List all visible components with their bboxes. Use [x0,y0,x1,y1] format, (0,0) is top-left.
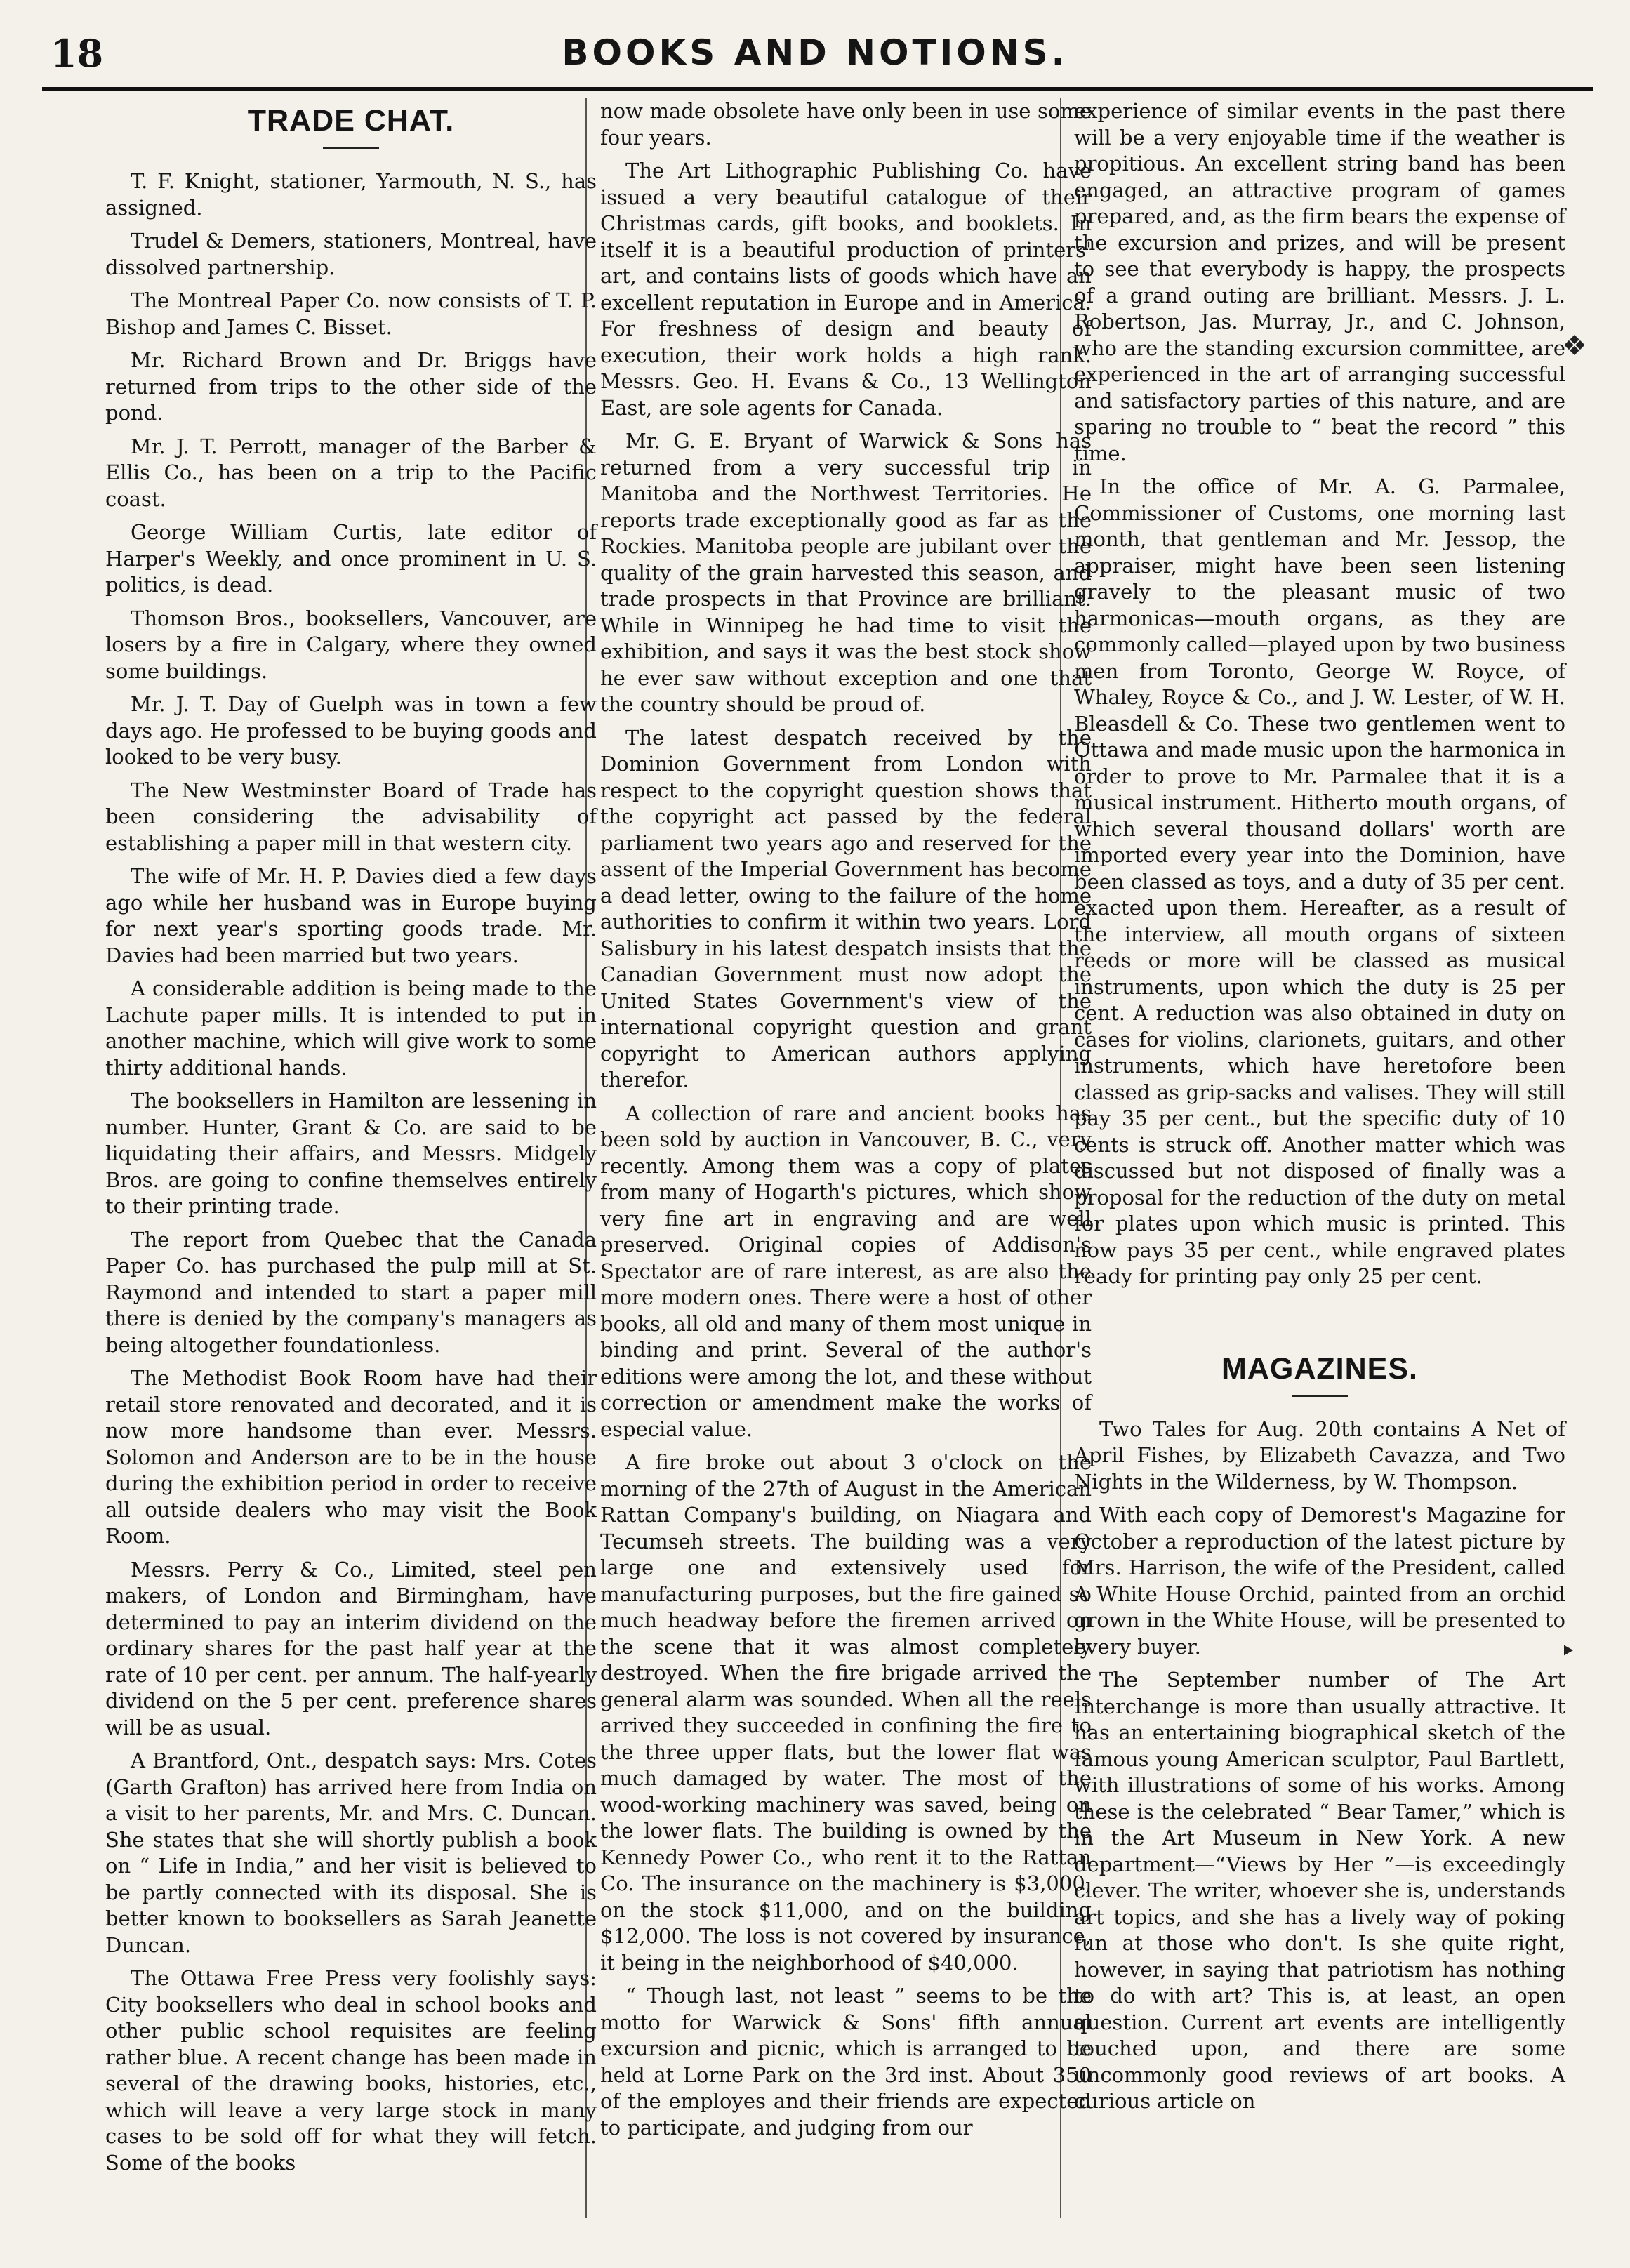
article-paragraph: experience of similar events in the past there will be a very enjoyable time if the weather is propitious. An excellent string band has been engaged, an attractive program of games prepared, and, as the firm bears the expense of the excursion and prizes, and will be present to see that everybody is happy, the prospects of a grand outing are brilliant. Messrs. J. L. Robertson, Jas. Murray, Jr., and C. Johnson, who are the standing excursion committee, are experienced in the art of arranging successful and satisfactory parties of this nature, and are sparing no trouble to “ beat the record ” this time. [1074,99,1565,465]
article-paragraph: Mr. J. T. Perrott, manager of the Barber & Ellis Co., has been on a trip to the Pacific coast. [105,434,597,511]
article-paragraph: The booksellers in Hamilton are lessening in number. Hunter, Grant & Co. are said to be liquidating their affairs, and Messrs. Midgely Bros. are going to confine themselves entirely to their printing trade. [105,1089,597,1218]
article-paragraph: A collection of rare and ancient books has been sold by auction in Vancouver, B. C., very recently. Among them was a copy of plates from many of Hogarth's pictures, which show very fine art in engraving and are well preserved. Original copies of Addison's Spectator are of rare interest, as are also the more modern ones. There were a host of other books, all old and many of them most unique in binding and print. Several of the author's editions were among the lot, and these without correction or amendment make the works of especial value. [600,1101,1092,1441]
trade-chat-heading: TRADE CHAT. [247,104,455,138]
article-paragraph: The latest despatch received by the Dominion Government from London with respect to the copyright question shows that the copyright act passed by the federal parliament two years ago and reserved for the assent of the Imperial Government has become a dead letter, owing to the failure of the home authorities to confirm it within two years. Lord Salisbury in his latest despatch insists that the Canadian Government must now adopt the United States Government's view of the international copyright question and grant copyright to American authors applying therefor. [600,725,1092,1092]
heading-rule [323,147,379,149]
page-number: 18 [51,31,104,76]
article-paragraph: The Ottawa Free Press very foolishly says: City booksellers who deal in school books and other public school requisites are feeling rather blue. A recent change has been made in several of the drawing books, histories, etc., which will leave a very large stock in many cases to be sold off for what they will fetch. Some of the books [105,1966,597,2175]
article-paragraph: Trudel & Demers, stationers, Montreal, have dissolved partnership. [105,229,597,279]
article-paragraph: A fire broke out about 3 o'clock on the morning of the 27th of August in the American Rattan Company's building, on Niagara and Tecumseh streets. The building was a very large one and extensively used for manufacturing purposes, but the fire gained so much headway before the firemen arrived on the scene that it was almost completely destroyed. When the fire brigade arrived the general alarm was sounded. When all the reels arrived they succeeded in confining the fire to the three upper flats, but the lower flat was much damaged by water. The most of the wood-working machinery was saved, being on the lower flats. The building is owned by the Kennedy Power Co., who rent it to the Rattan Co. The insurance on the machinery is $3,000, on the stock $11,000, and on the building $12,000. The loss is not covered by insurance, it being in the neighborhood of $40,000. [600,1450,1092,1975]
ink-blot-mark: ‣ [1560,1636,1577,1668]
article-paragraph: T. F. Knight, stationer, Yarmouth, N. S., has assigned. [105,169,597,220]
article-paragraph: A Brantford, Ont., despatch says: Mrs. Cotes (Garth Grafton) has arrived here from India on a visit to her parents, Mr. and Mrs. C. Duncan. She states that she will shortly publish a book on “ Life in India,” and her visit is believed to be partly connected with its disposal. She is better known to booksellers as Sarah Jeanette Duncan. [105,1749,597,1957]
ink-blot-mark: ❖ [1562,330,1587,362]
article-paragraph: The New Westminster Board of Trade has been considering the advisability of establishing a paper mill in that western city. [105,778,597,855]
magazines-heading: MAGAZINES. [1221,1351,1418,1386]
article-paragraph: The wife of Mr. H. P. Davies died a few days ago while her husband was in Europe buying for next year's sporting goods trade. Mr. Davies had been married but two years. [105,864,597,967]
article-paragraph: The Art Lithographic Publishing Co. have issued a very beautiful catalogue of their Christmas cards, gift books, and booklets. In itself it is a beautiful production of printers' art, and contains lists of goods which have an excellent reputation in Europe and in America. For freshness of design and beauty of execution, their work holds a high rank. Messrs. Geo. H. Evans & Co., 13 Wellington East, are sole agents for Canada. [600,159,1092,420]
article-paragraph: Messrs. Perry & Co., Limited, steel pen makers, of London and Birmingham, have determined to pay an interim dividend on the ordinary shares for the past half year at the rate of 10 per cent. per annum. The half-yearly dividend on the 5 per cent. preference shares will be as usual. [105,1557,597,1739]
article-paragraph: The Montreal Paper Co. now consists of T. P. Bishop and James C. Bisset. [105,289,597,339]
column-1 [105,98,597,2183]
article-paragraph: Mr. Richard Brown and Dr. Briggs have returned from trips to the other side of the pond. [105,348,597,425]
article-paragraph: “ Though last, not least ” seems to be the motto for Warwick & Sons' fifth annual excursion and picnic, which is arranged to be held at Lorne Park on the 3rd inst. About 350 of the employes and their friends are expected to participate, and judging from our [600,1984,1092,2140]
article-paragraph: The report from Quebec that the Canada Paper Co. has purchased the pulp mill at St. Raymond and intended to start a paper mill there is denied by the company's managers as being altogether foundationless. [105,1227,597,1357]
article-paragraph: A considerable addition is being made to the Lachute paper mills. It is intended to put in another machine, which will give work to some thirty additional hands. [105,976,597,1080]
article-paragraph: George William Curtis, late editor of Harper's Weekly, and once prominent in U. S. politics, is dead. [105,520,597,597]
article-paragraph: Mr. G. E. Bryant of Warwick & Sons has returned from a very successful trip in Manitoba and the Northwest Territories. He reports trade exceptionally good as far as the Rockies. Manitoba people are jubilant over the quality of the grain harvested this season, and trade prospects in that Province are brilliant. While in Winnipeg he had time to visit the exhibition, and says it was the best stock show he ever saw without exception and one that the country should be proud of. [600,429,1092,716]
article-paragraph: now made obsolete have only been in use some four years. [600,99,1092,150]
publication-title: BOOKS AND NOTIONS. [562,32,1068,73]
article-paragraph: With each copy of Demorest's Magazine for October a reproduction of the latest picture by Mrs. Harrison, the wife of the President, called A White House Orchid, painted from an orchid grown in the White House, will be presented to every buyer. [1074,1503,1565,1659]
column-2 [600,98,1092,2148]
article-paragraph: The September number of The Art Interchange is more than usually attractive. It has an entertaining biographical sketch of the famous young American sculptor, Paul Bartlett, with illustrations of some of his works. Among these is the celebrated “ Bear Tamer,” which is in the Art Museum in New York. A new department—“Views by Her ”—is exceedingly clever. The writer, whoever she is, understands art topics, and she has a lively way of poking fun at those who don't. Is she quite right, however, in saying that patriotism has nothing to do with art? This is, at least, an open question. Current art events are intelligently touched upon, and there are some uncommonly good reviews of art books. A curious article on [1074,1668,1565,2113]
column-3 [1074,98,1565,2122]
section-spacer [1074,1297,1565,1346]
article-paragraph: Two Tales for Aug. 20th contains A Net of April Fishes, by Elizabeth Cavazza, and Two Nights in the Wilderness, by W. Thompson. [1074,1417,1565,1494]
article-paragraph: Thomson Bros., booksellers, Vancouver, are losers by a fire in Calgary, where they owned some buildings. [105,606,597,683]
article-paragraph: In the office of Mr. A. G. Parmalee, Commissioner of Customs, one morning last month, that gentleman and Mr. Jessop, the appraiser, might have been seen listening gravely to the pleasant music of two harmonicas—mouth organs, as they are commonly called—played upon by two business men from Toronto, George W. Royce, of Whaley, Royce & Co., and J. W. Lester, of W. H. Bleasdell & Co. These two gentlemen went to Ottawa and made music upon the harmonica in order to prove to Mr. Parmalee that it is a musical instrument. Hitherto mouth organs, of which several thousand dollars' worth are imported every year into the Dominion, have been classed as toys, and a duty of 35 per cent. exacted upon them. Hereafter, as a result of the interview, all mouth organs of sixteen reeds or more will be classed as musical instruments, upon which the duty is 25 per cent. A reduction was also obtained in duty on cases for violins, clarionets, guitars, and other instruments, which have heretofore been classed as grip-sacks and valises. They will still pay 35 per cent., but the specific duty of 10 cents is struck off. Another matter which was discussed but not disposed of finally was a proposal for the reduction of the duty on metal for plates upon which music is printed. This now pays 35 per cent., while engraved plates ready for printing pay only 25 per cent. [1074,475,1565,1288]
heading-rule [1292,1395,1348,1397]
article-paragraph: The Methodist Book Room have had their retail store renovated and decorated, and it is now more handsome than ever. Messrs. Solomon and Anderson are to be in the house during the exhibition period in order to receive all outside dealers who may visit the Book Room. [105,1366,597,1548]
header-rule [42,87,1593,91]
article-paragraph: Mr. J. T. Day of Guelph was in town a few days ago. He professed to be buying goods and looked to be very busy. [105,692,597,769]
